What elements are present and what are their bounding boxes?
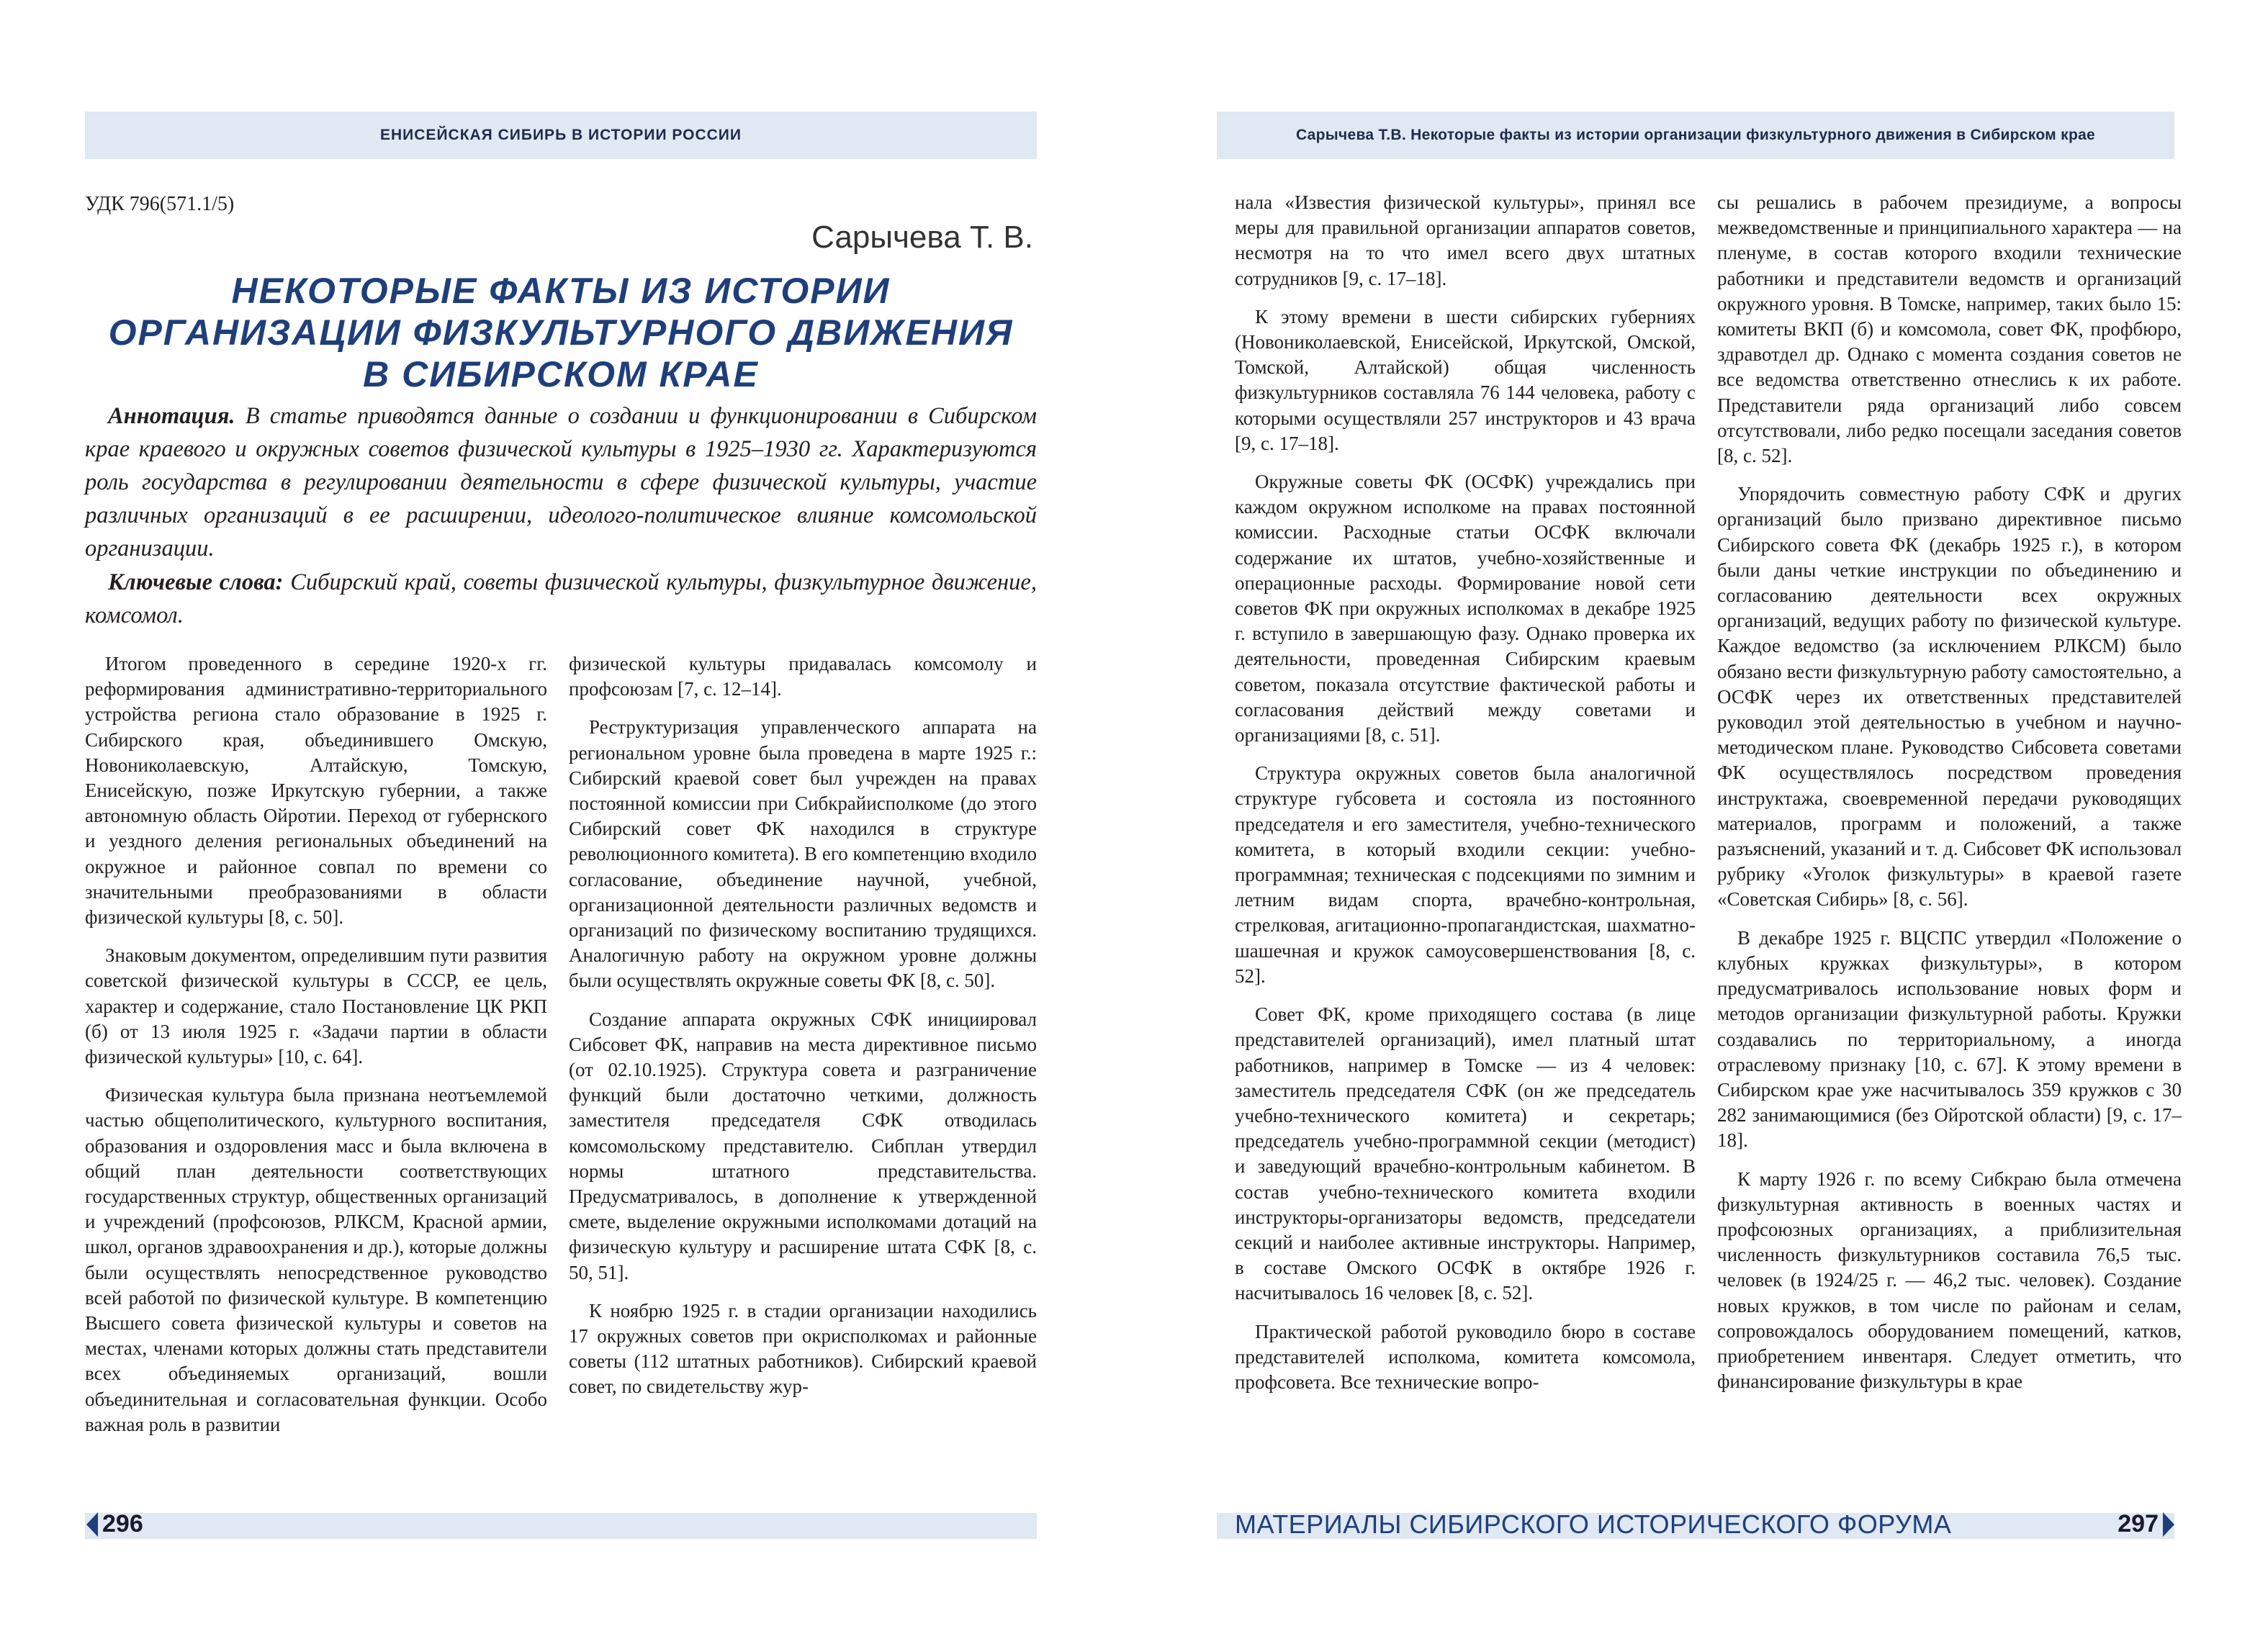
keywords: [85, 566, 1037, 632]
paragraph: В декабре 1925 г. ВЦСПС утвердил «Положение о клубных кружках физкультуры», в котором предусматривалось использование новых форм и методов организации физкультурной работы. Кружки создавались по территориальному, а иногда отраслевому признаку [10, с. 67]. К этому времени в Сибирском крае уже насчитывалось 359 кружков с 30 282 занимающимися (без Ойротской области) [9, с. 17–18].: [1717, 926, 2182, 1152]
left-column-1: [85, 651, 547, 1450]
page-number-text: 297: [2118, 1510, 2159, 1537]
title-line: ОРГАНИЗАЦИИ ФИЗКУЛЬТУРНОГО ДВИЖЕНИЯ: [108, 312, 1014, 353]
paragraph: нала «Известия физической культуры», принял все меры для правильной организации аппаратов советов, несмотря на то что имел всего двух штатных сотрудников [9, с. 17–18].: [1235, 191, 1696, 289]
paragraph: К этому времени в шести сибирских губерниях (Новониколаевской, Енисейской, Иркутской, Омской, Томской, Алтайской) общая численность физкультурников составляла 76 144 человека, работу с которыми осуществляли 257 инструкторов и 43 врача [9, с. 17–18].: [1235, 305, 1696, 454]
title-line: НЕКОТОРЫЕ ФАКТЫ ИЗ ИСТОРИИ: [231, 271, 891, 311]
title-line: В СИБИРСКОМ КРАЕ: [363, 354, 759, 394]
paragraph: физической культуры придавалась комсомолу и профсоюзам [7, с. 12–14].: [569, 653, 1037, 700]
paragraph: Знаковым документом, определившим пути развития советской физической культуры в СССР, ее цель, характер и содержание, стало Постановление ЦК РКП (б) от 13 июля 1925 г. «Задачи партии в области физической культуры» [10, с. 64].: [85, 944, 547, 1068]
right-column-1: [1235, 190, 1696, 1408]
paragraph: Создание аппарата окружных СФК инициировал Сибсовет ФК, направив на места директивное письмо (от 02.10.1925). Структура совета и разграничение функций были достаточно четкими, должность заместителя председателя СФК отводилась комсомольскому представителю. Сибплан утвердил нормы штатного представительства. Предусматривалось, в дополнение к утвержденной смете, выделение окружными исполкомами дотаций на физическую культуру и расширение штата СФК [8, с. 50, 51].: [569, 1008, 1037, 1283]
page-number-left: [86, 1510, 143, 1538]
paragraph: Структура окружных советов была аналогичной структуре губсовета и состояла из постоянного председателя и его заместителя, учебно-технического комитета, в который входили секции: учебно-программная; техническая с подсекциями по зимним и летним видам спорта, врачебно-контрольная, стрелковая, агитационно-пропагандистская, шахматно-шашечная и кружок самоусовершенствования [8, с. 52].: [1235, 762, 1696, 987]
right-page: [1134, 0, 2268, 1644]
keywords-text: Сибирский край, советы физической культуры, физкультурное движение, комсомол.: [85, 569, 1037, 628]
paragraph: Итогом проведенного в середине 1920-х гг. реформирования административно-территориального устройства региона стало образование в 1925 г. Сибирского края, объединившего Омскую, Новониколаевскую, Алтайскую, Томскую, Енисейскую, позже Иркутскую губернии, а также автономную область Ойротии. Переход от губернского и уездного деления региональных объединений на окружное и районное совпал по времени со значительными преобразованиями в области физической культуры [8, с. 50].: [85, 653, 547, 929]
abstract: [85, 399, 1037, 565]
paragraph: сы решались в рабочем президиуме, а вопросы межведомственные и принципиального характера — на пленуме, в состав которого входили технические работники и представители ведомств и организаций окружного уровня. В Томске, например, таких было 15: комитеты ВКП (б) и комсомола, совет ФК, профбюро, здравотдел др. Однако с момента создания советов не все ведомства ответственно отнеслись к их работе. Представители ряда организаций либо совсем отсутствовали, либо редко посещали заседания советов [8, с. 52].: [1717, 191, 2182, 467]
paragraph: Физическая культура была признана неотъемлемой частью общеполитического, культурного воспитания, образования и оздоровления масс и была включена в общий план деятельности соответствующих государственных структур, общественных организаций и учреждений (профсоюзов, РЛКСМ, Красной армии, школ, органов здравоохранения и др.), которые должны были осуществлять непосредственное руководство всей работой по физической культуре. В компетенцию Высшего совета физической культуры и советов на местах, членами которых должны стать представители всех объединяемых организаций, вошли объединительная и согласовательная функции. Особо важная роль в развитии: [85, 1084, 547, 1435]
page-number-right: [2118, 1510, 2174, 1538]
running-header-left: ЕНИСЕЙСКАЯ СИБИРЬ В ИСТОРИИ РОССИИ: [85, 112, 1037, 159]
udk-code: УДК 796(571.1/5): [85, 193, 235, 215]
chevron-right-icon: [2163, 1512, 2174, 1537]
page-number-text: 296: [102, 1510, 143, 1537]
paragraph: К марту 1926 г. по всему Сибкраю была отмечена физкультурная активность в военных частях и профсоюзных организациях, а приблизительная численность физкультурников составила 76,5 тыс. человек (в 1924/25 г. — 46,2 тыс. человек). Создание новых кружков, в том числе по районам и селам, сопровождалось оборудованием помещений, катков, приобретением инвентаря. Следует отметить, что финансирование физкультуры в крае: [1717, 1167, 2182, 1393]
paragraph: К ноябрю 1925 г. в стадии организации находились 17 окружных советов при окрисполкомах и районные советы (112 штатных работников). Сибирский краевой совет, по свидетельству жур-: [569, 1299, 1037, 1398]
footer-bar-left: [85, 1513, 1037, 1539]
journal-title: МАТЕРИАЛЫ СИБИРСКОГО ИСТОРИЧЕСКОГО ФОРУМА: [1235, 1509, 1952, 1539]
abstract-label: Аннотация.: [108, 403, 235, 429]
paragraph: Окружные советы ФК (ОСФК) учреждались при каждом окружном исполкоме на правах постоянной комиссии. Расходные статьи ОСФК включали содержание их штатов, учебно-хозяйственные и операционные расходы. Формирование новой сети советов ФК при окружных исполкомах в декабре 1925 г. вступило в завершающую фазу. Однако проверка их деятельности, проведенная Сибирским краевым советом, показала отсутствие фактической работы и согласования действий между советами и организациями [8, с. 51].: [1235, 471, 1696, 746]
article-title: [85, 270, 1037, 395]
chevron-left-icon: [86, 1512, 98, 1537]
abstract-text: В статье приводятся данные о создании и функционировании в Сибирском крае краевого и окружных советов физической культуры в 1925–1930 гг. Характеризуются роль государства в регулировании деятельности в сфере физической культуры, участие различных организаций в ее расширении, идеолого-политическое влияние комсомольской организации.: [85, 403, 1037, 561]
paragraph: Реструктуризация управленческого аппарата на региональном уровне была проведена в марте 1925 г.: Сибирский краевой совет был учрежден на правах постоянной комиссии при Сибкрайисполкоме (до этого Сибирский совет ФК находился в структуре революционного комитета). В его компетенцию входило согласование, объединение научной, учебной, организационной деятельности различных ведомств и организаций по физическому воспитанию трудящихся. Аналогичную работу на окружном уровне должны были осуществлять окружные советы ФК [8, с. 50].: [569, 716, 1037, 992]
right-column-2: [1717, 190, 2182, 1407]
paragraph: Упорядочить совместную работу СФК и других организаций было призвано директивное письмо Сибирского совета ФК (декабрь 1925 г.), в котором были даны четкие инструкции по объединению и согласованию деятельности всех окружных организаций, ведущих работу по физической культуре. Каждое ведомство (за исключением РЛКСМ) было обязано вести физкультурную работу самостоятельно, а ОСФК через их ответственных представителей руководил этой деятельностью в учебном и научно-методическом плане. Руководство Сибсовета советами ФК осуществлялось посредством проведения инструктажа, своевременной передачи руководящих материалов, программ и положений, а также разъяснений, указаний и т. д. Сибсовет ФК использовал рубрику «Уголок физкультуры» в краевой газете «Советская Сибирь» [8, с. 56].: [1717, 483, 2182, 911]
paragraph: Совет ФК, кроме приходящего состава (в лице представителей организаций), имел платный штат работников, например в Томске — из 4 человек: заместитель председателя СФК (он же председатель учебно-технического комитета) и секретарь; председатель учебно-программной секции (методист) и заведующий врачебно-контрольным кабинетом. В состав учебно-технического комитета входили инструкторы-организаторы ведомств, председатели секций и наиболее активные инструкторы. Например, в составе Омского ОСФК в октябре 1926 г. насчитывалось 16 человек [8, с. 52].: [1235, 1003, 1696, 1304]
left-column-2: [569, 651, 1037, 1413]
paragraph: Практической работой руководило бюро в составе представителей исполкома, комитета комсомола, профсовета. Все технические вопро-: [1235, 1320, 1696, 1393]
running-header-right: Сарычева Т.В. Некоторые факты из истории организации физкультурного движения в Сибирском крае: [1217, 112, 2174, 159]
article-author: Сарычева Т. В.: [811, 220, 1033, 255]
keywords-label: Ключевые слова:: [108, 569, 284, 595]
